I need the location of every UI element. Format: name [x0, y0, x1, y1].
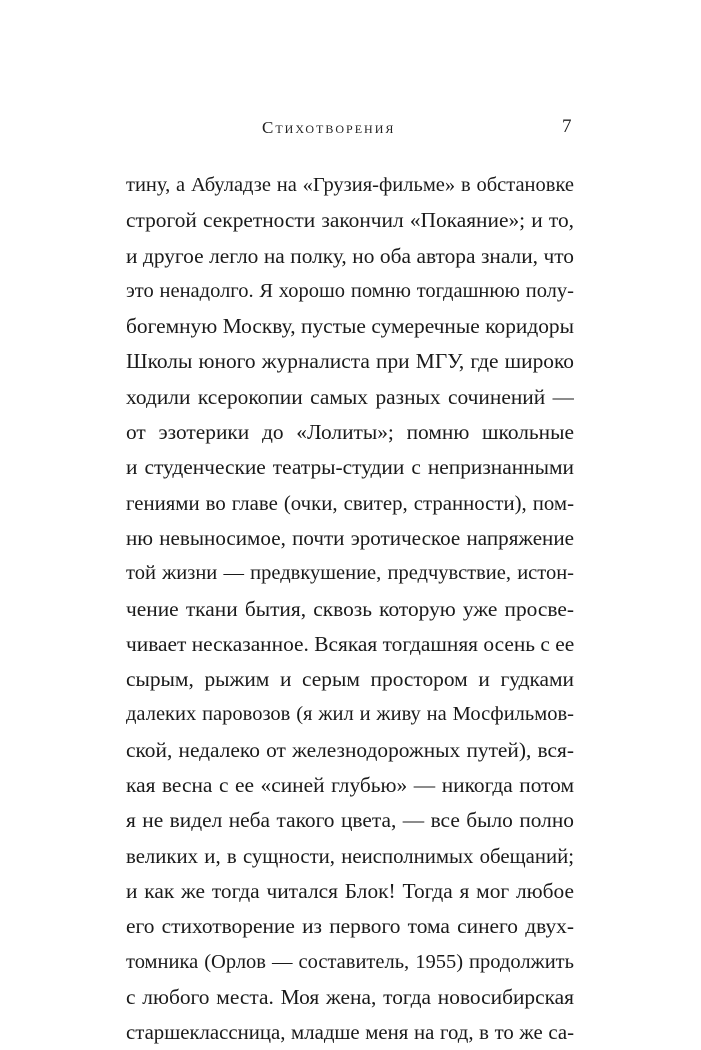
- body-text: [126, 168, 574, 1050]
- text-line: великих и, в сущности, неисполнимых обещаний;: [126, 844, 574, 868]
- running-title: Стихотворения: [262, 118, 396, 137]
- text-line: томника (Орлов — составитель, 1955) продолжить: [126, 950, 574, 973]
- text-line: той жизни — предвкушение, предчувствие, истон-: [126, 562, 574, 585]
- text-line: и студенческие театры-студии с непризнанными: [126, 455, 574, 480]
- text-line: ню невыносимое, почти эротическое напряжение: [126, 525, 574, 550]
- text-line: с любого места. Моя жена, тогда новосибирская: [126, 984, 574, 1009]
- text-line: сырым, рыжим и серым простором и гудками: [126, 667, 574, 692]
- text-line: ской, недалеко от железнодорожных путей), вся-: [126, 737, 574, 762]
- text-line: богемную Москву, пустые сумеречные коридоры: [126, 314, 574, 339]
- text-line: строгой секретности закончил «Покаяние»; и то,: [126, 208, 574, 233]
- text-line: это ненадолго. Я хорошо помню тогдашнюю полу-: [126, 279, 574, 302]
- text-line: и как же тогда читался Блок! Тогда я мог любое: [126, 878, 574, 903]
- text-line: ходили ксерокопии самых разных сочинений —: [126, 384, 574, 409]
- text-line: далеких паровозов (я жил и живу на Мосфильмов-: [126, 703, 574, 726]
- text-line: тину, а Абуладзе на «Грузия-фильме» в обстановке: [126, 174, 574, 196]
- text-line: Школы юного журналиста при МГУ, где широко: [126, 349, 574, 374]
- text-line: и другое легло на полку, но оба автора знали, что: [126, 243, 574, 268]
- text-line: его стихотворение из первого тома синего двух-: [126, 914, 574, 939]
- text-line: гениями во главе (очки, свитер, странности), пом-: [126, 491, 574, 515]
- text-line: я не видел неба такого цвета, — все было полно: [126, 808, 574, 833]
- text-line: кая весна с ее «синей глубью» — никогда потом: [126, 773, 574, 798]
- text-line: чивает несказанное. Всякая тогдашняя осень с ее: [126, 631, 574, 656]
- text-line: старшеклассница, младше меня на год, в то же са-: [126, 1021, 574, 1045]
- page-number: 7: [562, 116, 572, 137]
- text-line: чение ткани бытия, сквозь которую уже просве-: [126, 596, 574, 621]
- text-line: от эзотерики до «Лолиты»; помню школьные: [126, 420, 574, 445]
